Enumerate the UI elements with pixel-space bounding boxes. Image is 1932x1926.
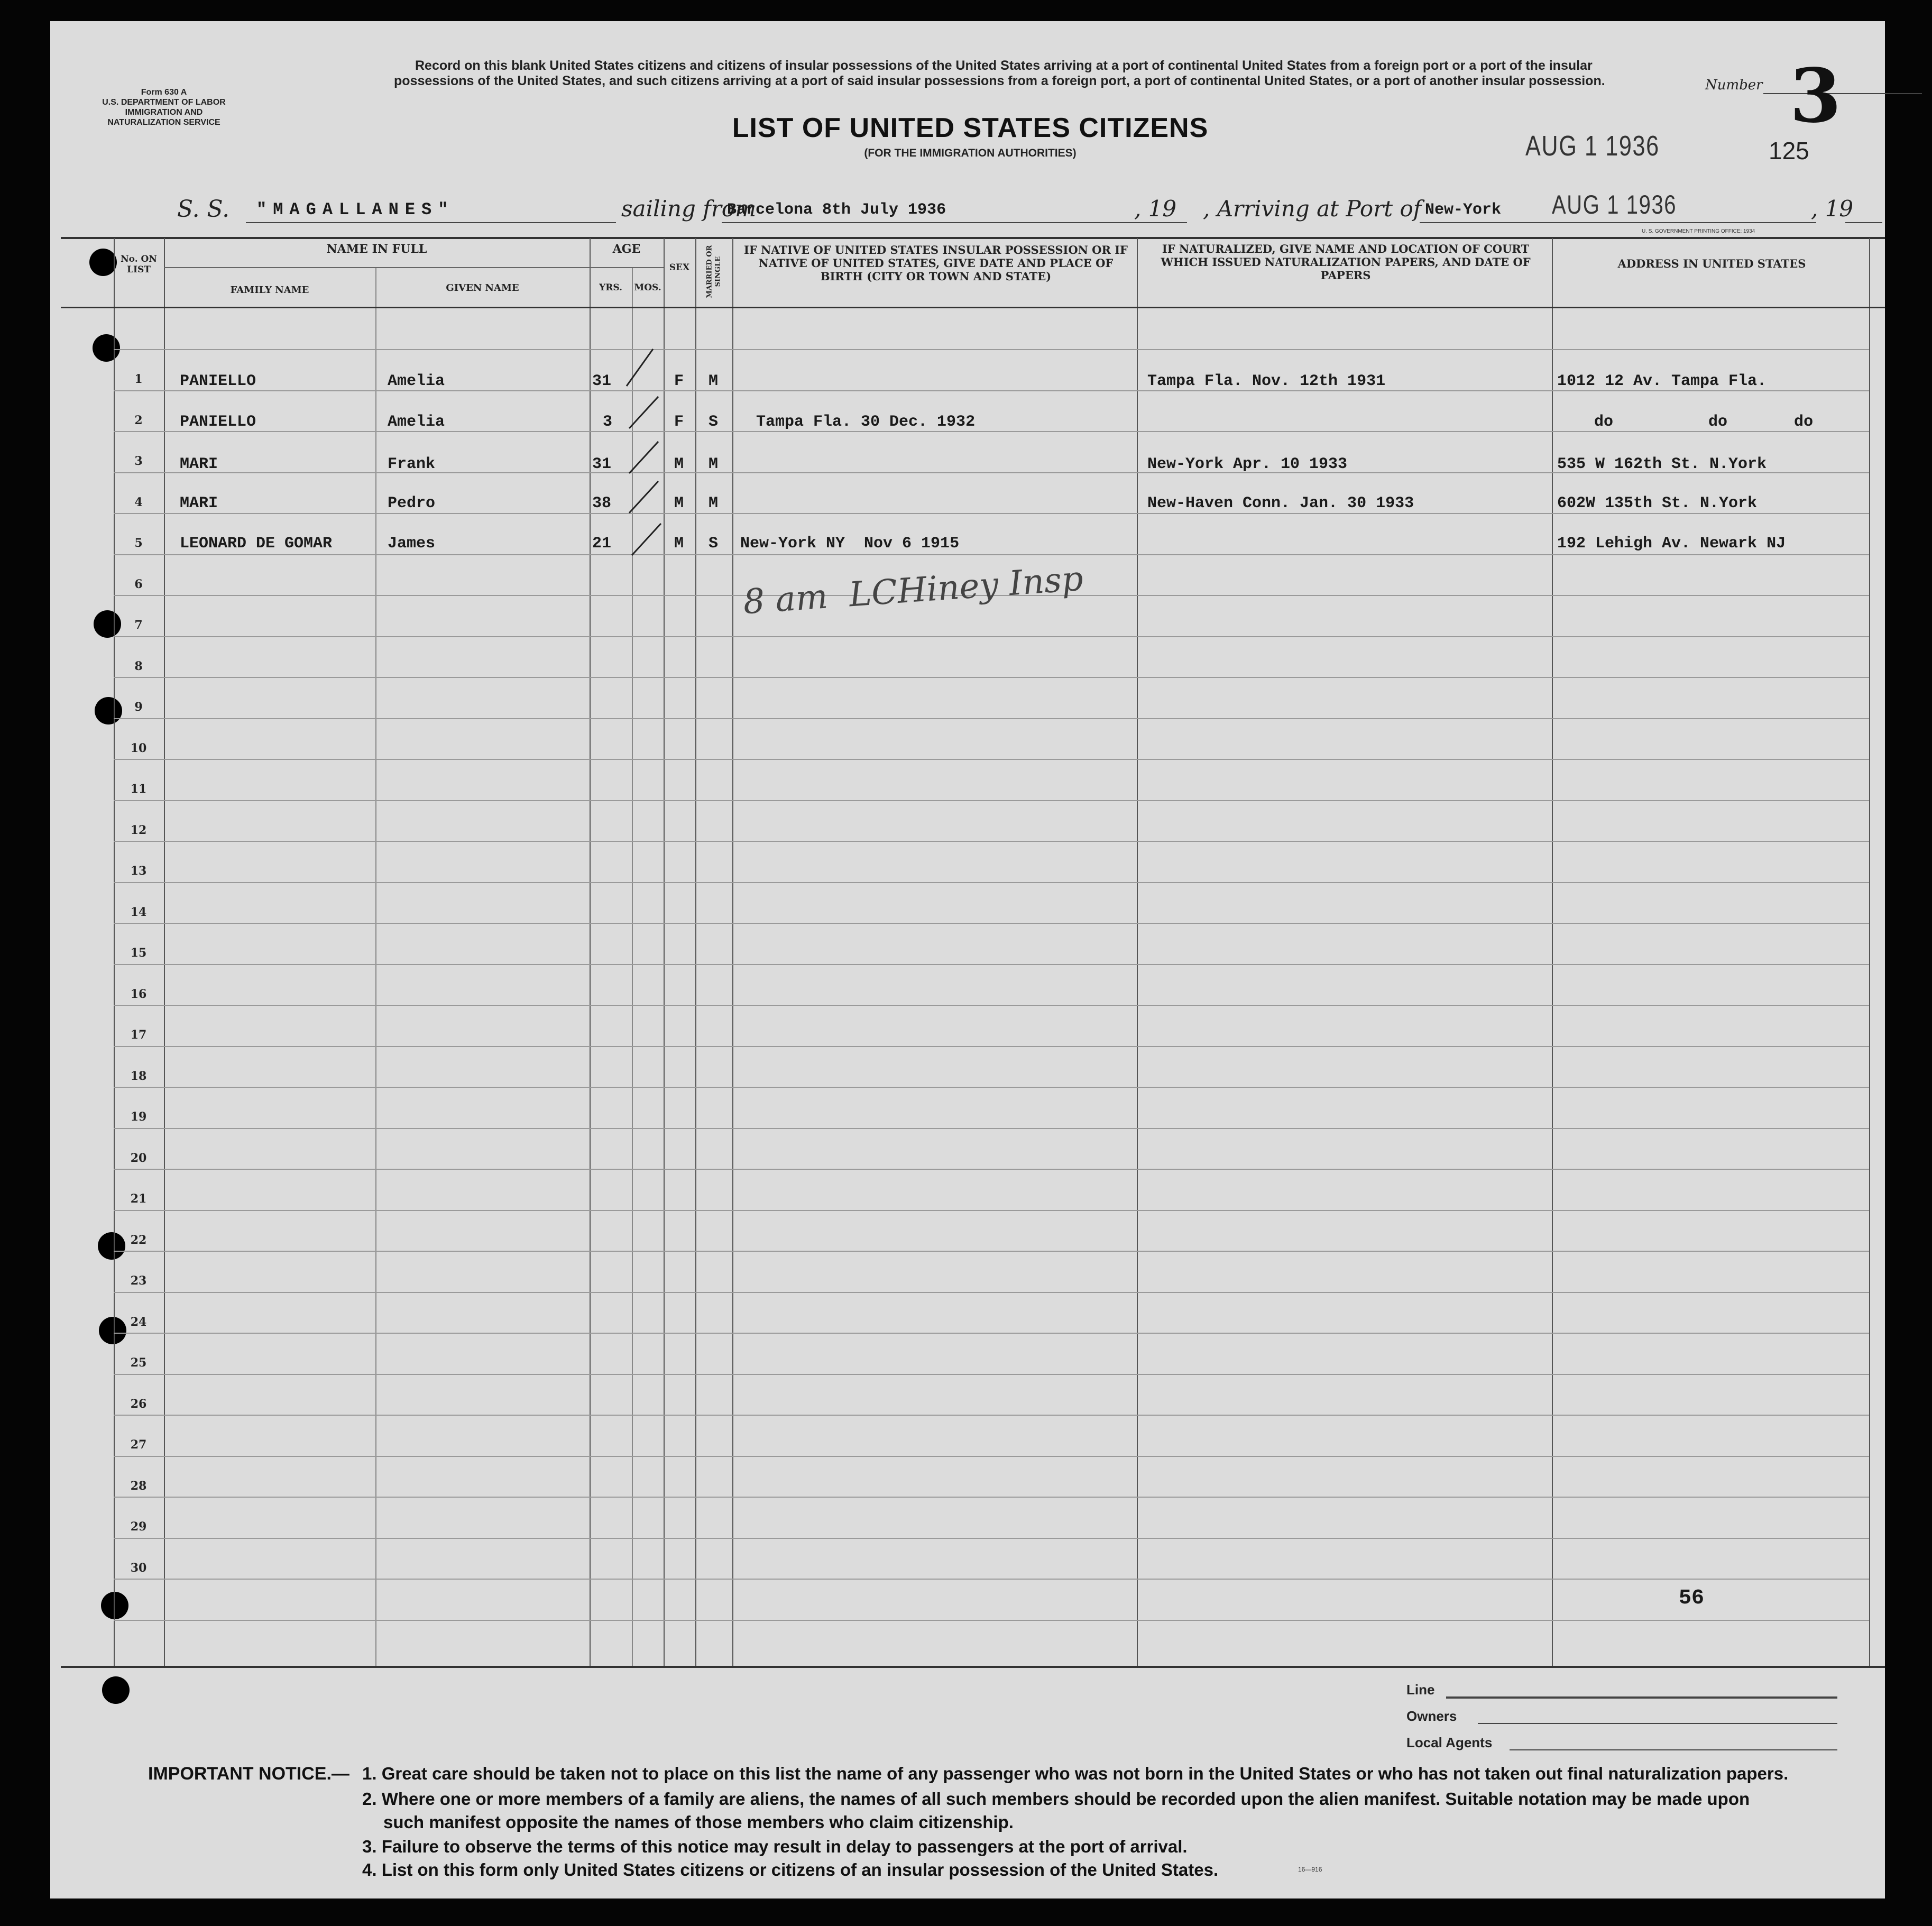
family-name-cell: LEONARD DE GOMAR <box>180 535 333 553</box>
form-id-line: NATURALIZATION SERVICE <box>107 118 220 127</box>
page-subtitle: (FOR THE IMMIGRATION AUTHORITIES) <box>864 147 1077 159</box>
form-id-line: IMMIGRATION AND <box>125 108 203 117</box>
ruled-line <box>114 1210 1869 1211</box>
given-name-cell: Amelia <box>388 372 445 390</box>
ruled-line <box>114 1128 1869 1129</box>
ruled-line <box>114 1087 1869 1088</box>
row-number: 25 <box>130 1356 147 1370</box>
ruled-line <box>114 1497 1869 1498</box>
handwritten-inspector-note: 8 am LCHiney Insp <box>742 559 1085 622</box>
notice-item-3: 3. Failure to observe the terms of this notice may result in delay to passengers at the port of arrival. <box>362 1837 1188 1856</box>
row-number: 19 <box>130 1110 147 1124</box>
row-number: 8 <box>134 659 143 673</box>
row-number: 16 <box>130 987 147 1001</box>
document-page <box>50 21 1885 1899</box>
punch-hole <box>101 1592 128 1619</box>
page-number: 125 <box>1769 137 1809 164</box>
form-id-block <box>98 87 230 127</box>
notice-item-1: 1. Great care should be taken not to place on this list the name of any passenger who was not born in the United States or who has not taken out final naturalization papers. <box>362 1764 1789 1783</box>
header-married-single: MARRIED OR SINGLE <box>705 245 722 298</box>
age-years-cell: 31 <box>592 455 612 473</box>
address-cell: 535 W 162th St. N.York <box>1557 455 1767 473</box>
header-naturalized: IF NATURALIZED, GIVE NAME AND LOCATION OF COURT WHICH ISSUED NATURALIZATION PAPERS, AND DATE OF PAPERS <box>1161 242 1531 282</box>
ruled-line <box>114 1169 1869 1170</box>
ruled-line <box>114 800 1869 801</box>
punch-hole <box>102 1676 130 1704</box>
ruled-line <box>114 636 1869 637</box>
given-name-cell: Amelia <box>388 413 445 431</box>
ruled-line <box>114 1538 1869 1539</box>
row-number: 9 <box>134 700 143 714</box>
ruled-line <box>114 1456 1869 1457</box>
address-cell: 602W 135th St. N.York <box>1557 494 1758 512</box>
important-notice-title: IMPORTANT NOTICE.— <box>148 1764 349 1784</box>
header-mos: MOS. <box>634 282 661 293</box>
bottom-number: 56 <box>1679 1586 1705 1610</box>
ruled-line <box>114 759 1869 760</box>
ruled-line <box>114 349 1869 350</box>
sex-cell: M <box>674 455 684 473</box>
line-label-text: Line <box>1406 1682 1435 1698</box>
given-name-cell: Frank <box>388 455 436 473</box>
row-number: 11 <box>130 782 147 796</box>
sex-cell: F <box>674 413 684 431</box>
punch-hole <box>93 334 120 362</box>
form-id-line: Form 630 A <box>141 88 187 97</box>
printing-note: U. S. GOVERNMENT PRINTING OFFICE: 1934 <box>1642 228 1755 234</box>
row-number: 28 <box>130 1479 147 1493</box>
ruled-line <box>114 841 1869 842</box>
ruled-line <box>114 718 1869 719</box>
given-name-cell: James <box>388 535 436 553</box>
row-number: 4 <box>134 496 143 509</box>
header-sex: SEX <box>669 262 690 273</box>
page-title: LIST OF UNITED STATES CITIZENS <box>732 113 1209 143</box>
table-row <box>50 446 1885 483</box>
year-prefix: , 19 <box>1811 196 1854 222</box>
row-number: 21 <box>130 1192 147 1206</box>
ruled-line <box>114 1046 1869 1047</box>
row-number: 26 <box>130 1397 147 1411</box>
ruled-line <box>114 923 1869 924</box>
ruled-line <box>114 677 1869 678</box>
header-given-name: GIVEN NAME <box>446 282 519 294</box>
marital-cell: S <box>709 535 719 553</box>
family-name-cell: MARI <box>180 494 218 512</box>
row-number: 13 <box>130 864 147 878</box>
table-row <box>50 403 1885 441</box>
marital-cell: S <box>709 413 719 431</box>
given-name-cell: Pedro <box>388 494 436 512</box>
sex-cell: M <box>674 494 684 512</box>
date-stamp: AUG 1 1936 <box>1552 190 1677 219</box>
address-cell: 192 Lehigh Av. Newark NJ <box>1557 535 1786 553</box>
age-years-cell: 31 <box>592 372 612 390</box>
punch-hole <box>89 249 117 276</box>
age-years-cell: 21 <box>592 535 612 553</box>
sailing-from: Barcelona 8th July 1936 <box>727 201 946 219</box>
naturalized-cell: Tampa Fla. Nov. 12th 1931 <box>1147 372 1386 390</box>
arriving-label: , Arriving at Port of <box>1203 196 1422 222</box>
ruled-line <box>114 1415 1869 1416</box>
age-years-cell: 38 <box>592 494 612 512</box>
header-name-in-full: NAME IN FULL <box>326 242 427 256</box>
row-number: 1 <box>134 372 143 386</box>
ruled-line <box>114 1620 1869 1621</box>
ruled-line <box>114 1333 1869 1334</box>
row-number: 2 <box>134 414 143 427</box>
arriving-port: New-York <box>1425 201 1502 219</box>
row-number: 7 <box>134 618 143 632</box>
row-number: 12 <box>130 823 147 837</box>
row-number: 27 <box>130 1438 147 1452</box>
row-number: 15 <box>130 946 147 960</box>
family-name-cell: PANIELLO <box>180 372 256 390</box>
address-cell: 1012 12 Av. Tampa Fla. <box>1557 372 1767 390</box>
number-label: Number <box>1705 77 1763 93</box>
ruled-line <box>114 882 1869 883</box>
ruled-line <box>114 1005 1869 1006</box>
header-family-name: FAMILY NAME <box>230 285 309 296</box>
notice-item-2-continued: such manifest opposite the names of those members who claim citizenship. <box>383 1812 1014 1832</box>
header-address: ADDRESS IN UNITED STATES <box>1617 257 1806 270</box>
agents-label: Local Agents <box>1406 1735 1493 1750</box>
row-number: 10 <box>130 741 147 755</box>
header-native: IF NATIVE OF UNITED STATES INSULAR POSSESSION OR IF NATIVE OF UNITED STATES, GIVE DATE AND PLACE OF BIRTH (CITY OR TOWN AND STATE) <box>744 243 1128 283</box>
marital-cell: M <box>709 455 719 473</box>
row-number: 18 <box>130 1069 147 1083</box>
notice-item-2: 2. Where one or more members of a family are aliens, the names of all such members should be recorded upon the alien manifest. Suitable notation may be made upon <box>362 1789 1750 1809</box>
marital-cell: M <box>709 372 719 390</box>
row-number: 6 <box>134 577 143 591</box>
address-cell: do do do <box>1594 413 1814 431</box>
owners-label: Owners <box>1406 1708 1457 1724</box>
row-number: 24 <box>130 1315 147 1329</box>
family-name-cell: MARI <box>180 455 218 473</box>
family-name-cell: PANIELLO <box>180 413 256 431</box>
ruled-line <box>114 1251 1869 1252</box>
age-years-cell: 3 <box>603 413 613 431</box>
form-instructions: Record on this blank United States citizens and citizens of insular possessions of the United States arriving at a port of continental United States from a foreign port or a port of the insular possessions of the United States, and such citizens arriving at a port of said insular possessions from a foreign port, a port of continental United States, or a port of another insular possession. <box>394 58 1605 88</box>
sex-cell: M <box>674 535 684 553</box>
row-number: 22 <box>130 1233 147 1247</box>
row-number: 23 <box>130 1274 147 1288</box>
ruled-line <box>114 1292 1869 1293</box>
table-row <box>50 525 1885 562</box>
birth-cell: New-York NY Nov 6 1915 <box>740 535 960 553</box>
row-number: 30 <box>130 1561 147 1575</box>
table-row <box>50 485 1885 522</box>
row-number: 29 <box>130 1520 147 1534</box>
header-yrs: YRS. <box>599 282 622 293</box>
row-number: 14 <box>130 905 147 919</box>
notice-item-4: 4. List on this form only United States citizens or citizens of an insular possession of the United States. <box>362 1860 1219 1879</box>
marital-cell: M <box>709 494 719 512</box>
ruled-line <box>114 1374 1869 1375</box>
row-number: 17 <box>130 1028 147 1042</box>
row-number: 20 <box>130 1151 147 1165</box>
header-no-on-list: No. ON LIST <box>121 254 157 276</box>
naturalized-cell: New-York Apr. 10 1933 <box>1147 455 1348 473</box>
ruled-line <box>114 964 1869 965</box>
table-row <box>50 363 1885 400</box>
form-code: 16—916 <box>1298 1866 1322 1873</box>
naturalized-cell: New-Haven Conn. Jan. 30 1933 <box>1147 494 1414 512</box>
ruled-line <box>114 1579 1869 1580</box>
date-stamp: AUG 1 1936 <box>1525 130 1660 162</box>
list-number: 3 <box>1790 53 1842 140</box>
row-number: 5 <box>134 536 143 550</box>
check-marks <box>621 338 685 576</box>
year-prefix: , 19 <box>1134 196 1177 222</box>
sailing-label: sailing from <box>621 196 756 222</box>
row-number: 3 <box>134 454 143 468</box>
form-id-line: U.S. DEPARTMENT OF LABOR <box>102 98 226 107</box>
sex-cell: F <box>674 372 684 390</box>
ship-name: "MAGALLANES" <box>256 200 455 219</box>
birth-cell: Tampa Fla. 30 Dec. 1932 <box>756 413 976 431</box>
ss-label: S. S. <box>177 196 230 223</box>
header-age: AGE <box>612 242 641 256</box>
line-label <box>1406 1682 1434 1698</box>
